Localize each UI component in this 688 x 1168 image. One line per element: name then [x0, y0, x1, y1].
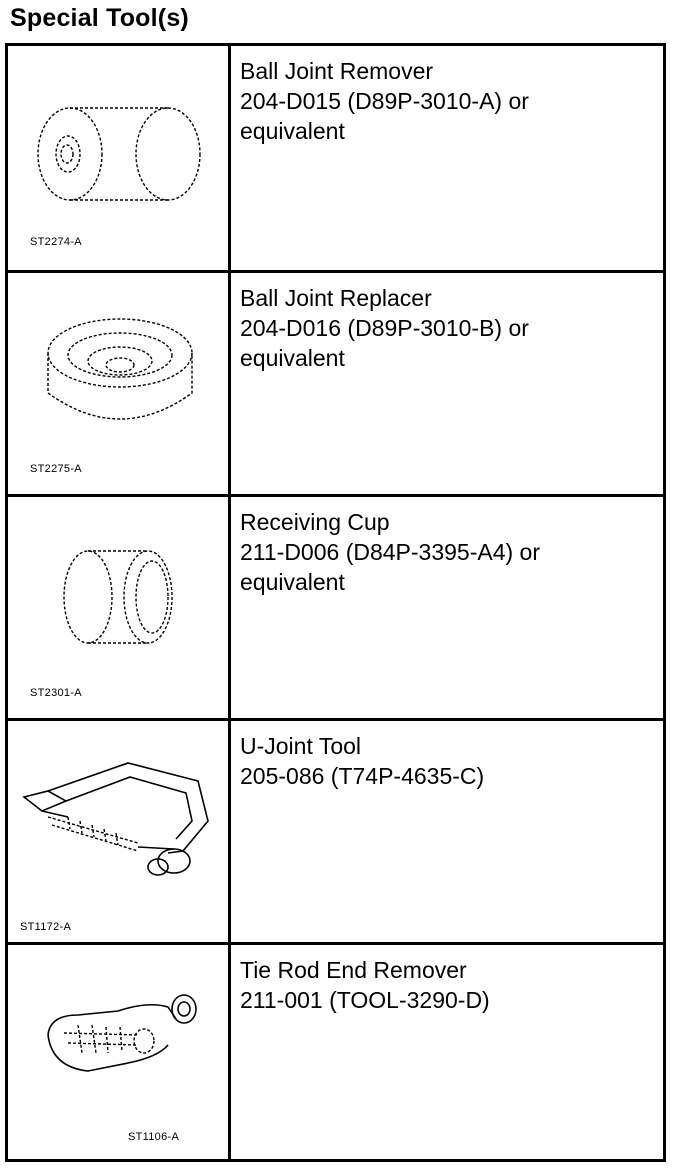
table-row	[8, 494, 663, 718]
tool-number: 205-086 (T74P-4635-C)	[240, 763, 485, 789]
tool-image-cell	[8, 273, 231, 494]
illustration-code: ST1172-A	[20, 921, 72, 933]
tool-name: U-Joint Tool	[240, 733, 362, 759]
tool-description	[240, 731, 484, 791]
tool-image-cell	[8, 945, 231, 1159]
receiving-cup-illustration	[8, 497, 228, 719]
illustration-code: ST2301-A	[30, 687, 82, 699]
table-row	[8, 270, 663, 494]
page-title: Special Tool(s)	[10, 4, 189, 32]
illustration-code: ST2275-A	[30, 463, 82, 475]
illustration-code: ST2274-A	[30, 236, 82, 248]
tool-number: 211-001 (TOOL-3290-D)	[240, 987, 490, 1013]
tool-description	[240, 56, 529, 146]
tool-note: equivalent	[240, 118, 345, 144]
tool-note: equivalent	[240, 345, 345, 371]
tool-image-cell	[8, 721, 231, 942]
tool-number: 204-D016 (D89P-3010-B) or	[240, 315, 529, 341]
tool-number: 211-D006 (D84P-3395-A4) or	[240, 539, 541, 565]
ball-joint-replacer-illustration	[8, 273, 228, 495]
u-joint-tool-illustration	[8, 721, 228, 943]
table-row	[8, 942, 663, 1159]
tool-name: Receiving Cup	[240, 509, 390, 535]
table-row	[8, 46, 663, 270]
tool-description	[240, 507, 540, 597]
table-row	[8, 718, 663, 942]
tool-description	[240, 955, 490, 1015]
tool-image-cell	[8, 497, 231, 718]
tool-description	[240, 283, 529, 373]
tool-note: equivalent	[240, 569, 345, 595]
tool-image-cell	[8, 46, 231, 270]
illustration-code: ST1106-A	[128, 1131, 180, 1143]
tool-name: Ball Joint Remover	[240, 58, 434, 84]
tool-name: Ball Joint Replacer	[240, 285, 432, 311]
tie-rod-end-remover-illustration	[8, 945, 228, 1159]
tool-number: 204-D015 (D89P-3010-A) or	[240, 88, 529, 114]
tool-name: Tie Rod End Remover	[240, 957, 467, 983]
special-tools-table	[5, 43, 666, 1162]
ball-joint-remover-illustration	[8, 46, 228, 268]
